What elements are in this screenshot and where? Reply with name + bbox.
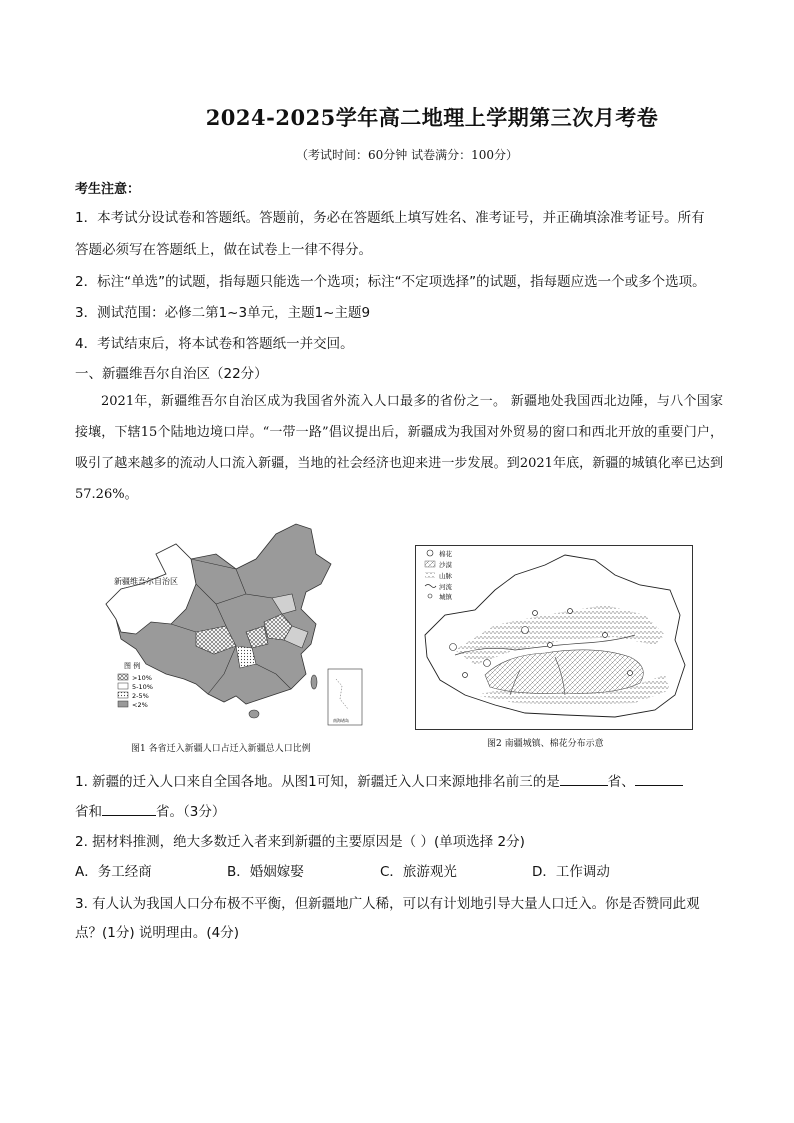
figure1-map — [96, 514, 376, 734]
answer-blank[interactable] — [635, 773, 683, 786]
option-b[interactable]: B．婚姻嫁娶 — [227, 864, 304, 880]
notice-item: 4．考试结束后，将本试卷和答题纸一并交回。 — [75, 336, 354, 352]
figure1-caption: 图1 各省迁入新疆人口占迁入新疆总人口比例 — [131, 744, 311, 754]
xinjiang-label: 新疆维吾尔自治区 — [114, 577, 178, 586]
q1-text: 省。（3分） — [156, 804, 226, 820]
notice-item: 3．测试范围：必修二第1~3单元，主题1~主题9 — [75, 305, 371, 321]
legend-title: 图 例 — [124, 662, 141, 670]
desert-icon — [425, 561, 435, 567]
question-2: 2. 据材料推测，绝大多数迁入者来到新疆的主要原因是（ ）(单项选择 2分) — [75, 834, 525, 850]
option-c[interactable]: C．旅游观光 — [380, 864, 457, 880]
mountain-icon — [425, 572, 435, 578]
legend-label: 山脉 — [439, 572, 452, 580]
legend-label: 河流 — [439, 583, 452, 591]
legend-swatch — [118, 683, 128, 689]
option-d[interactable]: D．工作调动 — [532, 864, 610, 880]
exam-subtitle: （考试时间：60分钟 试卷满分：100分） — [296, 148, 518, 162]
q1-text: 省和 — [75, 804, 102, 820]
legend-label: 2-5% — [132, 692, 149, 700]
exam-title: 2024-2025学年高二地理上学期第三次月考卷 — [205, 105, 659, 130]
question-1-cont — [75, 800, 725, 820]
inset-label: 南海诸岛 — [333, 718, 349, 723]
legend-label: 5-10% — [132, 683, 153, 691]
option-a[interactable]: A．务工经商 — [75, 864, 152, 880]
question-3: 3. 有人认为我国人口分布极不平衡，但新疆地广人稀，可以有计划地引导大量人口迁入。你是否赞同此观 — [75, 896, 700, 912]
legend-label: 城镇 — [439, 593, 452, 601]
answer-blank[interactable] — [102, 803, 156, 816]
figure2-map — [415, 545, 693, 730]
notice-heading: 考生注意： — [75, 182, 141, 197]
question-3-cont: 点？(1分) 说明理由。(4分) — [75, 925, 240, 941]
south-china-sea-inset — [328, 669, 362, 725]
notice-item: 1．本考试分设试卷和答题纸。答题前，务必在答题纸上填写姓名、准考证号，并正确填涂准考证号。所有 — [75, 210, 705, 226]
legend-swatch — [118, 674, 128, 680]
q1-text: 1. 新疆的迁入人口来自全国各地。从图1可知，新疆迁入人口来源地排名前三的是 — [75, 774, 560, 790]
notice-item: 2．标注“单选”的试题，指每题只能选一个选项；标注“不定项选择”的试题，指每题应选一个或多个选项。 — [75, 274, 706, 290]
legend-swatch — [118, 692, 128, 698]
town-icon — [428, 594, 432, 598]
passage: 2021年，新疆维吾尔自治区成为我国省外流入人口最多的省份之一。 新疆地处我国西北边陲，与八个国家接壤，下辖15个陆地边境口岸。“一带一路”倡议提出后，新疆成为我国对外贸易的窗口和西北开放的重要门户，吸引了越来越多的流动人口流入新疆，当地的社会经济也迎来进一步发展。到2021年底，新疆的城镇化率已达到57.26%。 — [75, 394, 723, 502]
legend-label: 沙漠 — [439, 561, 452, 569]
answer-blank[interactable] — [560, 773, 608, 786]
question-1 — [75, 770, 725, 790]
figure2-caption: 图2 南疆城镇、棉花分布示意 — [487, 739, 604, 749]
notice-item: 答题必须写在答题纸上，做在试卷上一律不得分。 — [75, 242, 372, 258]
q1-sep: 省、 — [607, 774, 635, 790]
legend-swatch — [118, 701, 128, 707]
legend-label: <2% — [132, 701, 148, 709]
legend-label: 棉花 — [439, 550, 452, 558]
cotton-icon — [427, 550, 433, 556]
legend-label: >10% — [132, 674, 152, 682]
section-heading: 一、新疆维吾尔自治区（22分） — [75, 366, 268, 382]
